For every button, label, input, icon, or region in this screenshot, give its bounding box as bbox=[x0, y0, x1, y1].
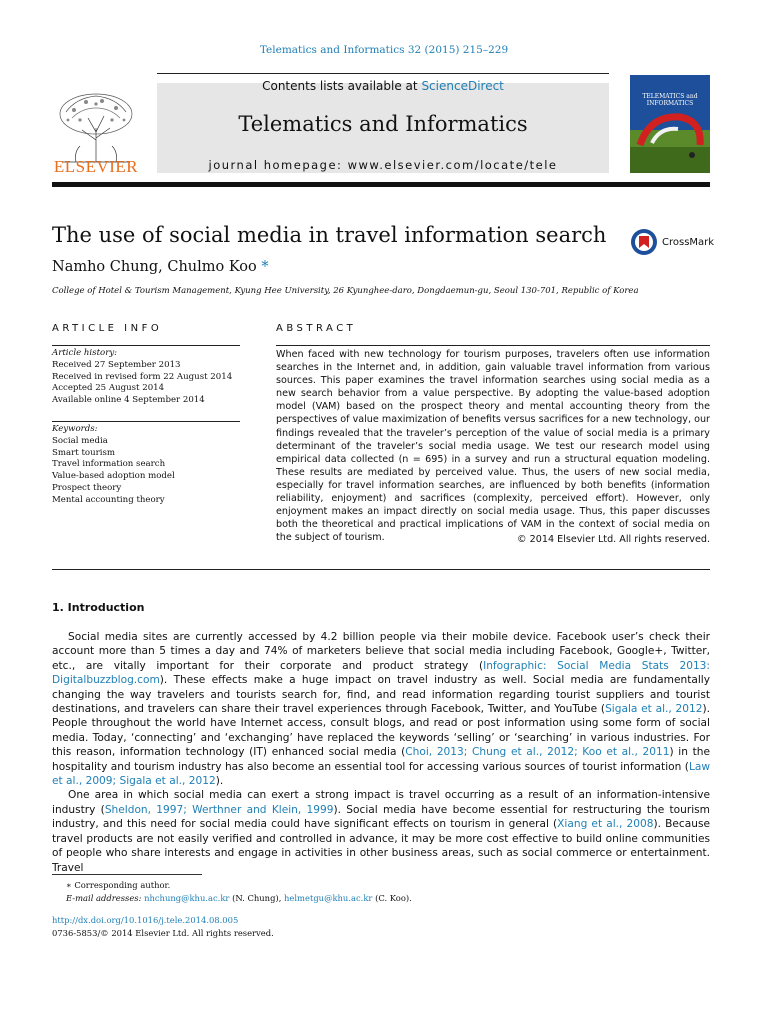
intro-text: ). Social media have become essential for restructuring the tourism industry, and this need for social media could have significant effects on tourism in general ( bbox=[52, 803, 710, 831]
issn-line: 0736-5853/© 2014 Elsevier Ltd. All rights reserved. bbox=[52, 928, 274, 938]
intro-paragraph bbox=[52, 788, 710, 874]
abstract-copyright: © 2014 Elsevier Ltd. All rights reserved. bbox=[516, 534, 710, 545]
intro-text: Social media sites are currently accessed by 4.2 billion people via their mobile device. Facebook user’s check their account more than 5 times a day and 74% of marketers believe that social media including Facebook, Google+, Twitter, etc., are vitally important for their corporate and product strategy ( bbox=[52, 631, 710, 672]
introduction-heading: 1. Introduction bbox=[52, 601, 145, 614]
keyword-item: Smart tourism bbox=[52, 447, 116, 458]
reference-link[interactable]: Sheldon, 1997; Werthner and Klein, 1999 bbox=[104, 803, 334, 816]
intro-text: ). These effects make a huge impact on travel industry as well. Social media are fundamentally changing the way travelers and tourists search for, find, and read information regarding tourist suppliers and tourist destinations, and travelers can share their travel experiences through Facebook, Twitter, and YouTube ( bbox=[52, 674, 710, 716]
cover-title: TELEMATICS and INFORMATICS bbox=[642, 93, 698, 107]
reference-link[interactable]: Choi, 2013; Chung et al., 2012; Koo et al., 2011 bbox=[405, 746, 670, 759]
history-item: Available online 4 September 2014 bbox=[52, 395, 205, 406]
contents-line bbox=[157, 79, 609, 93]
header-top-rule bbox=[157, 73, 609, 74]
reference-link[interactable]: Law et al., 2009; Sigala et al., 2012 bbox=[52, 760, 710, 788]
intro-text: One area in which social media can exert a strong impact is travel occurring as a result of an information-intensive industry ( bbox=[52, 789, 710, 816]
article-title: The use of social media in travel information search bbox=[52, 223, 607, 247]
article-info-rule bbox=[52, 345, 240, 346]
article-authors bbox=[52, 259, 269, 275]
elsevier-wordmark: ELSEVIER bbox=[53, 157, 139, 176]
keyword-item: Travel information search bbox=[52, 459, 166, 470]
abstract-text: When faced with new technology for tourism purposes, travelers often use information searches in the Internet and, in addition, gain valuable travel information from various sources. This paper examines the travel information searches using social media as a new search behavior from a value perspective. By adopting the value-based adoption model (VAM) based on the prospect theory and mental accounting theory from the perspectives of value maximization of benefits versus sacrifices for a new technology, our findings revealed that the traveler’s perception of the value of social media is a primary determinant of the traveler’s social media usage. We test our research model using empirical data collected (n = 695) in a survey and run a structural equation modeling. These results are mediated by perceived value. Thus, the users of new social media, especially for travel information searches, are influenced by both benefits (information reliability, enjoyment) and sacrifices (complexity, perceived effort). However, only enjoyment makes an impact directly on social media usage. Thus, this paper discusses both the theoretical and practical implications of VAM in the context of social media on the subject of tourism. bbox=[276, 349, 710, 544]
abstract-rule bbox=[276, 345, 710, 346]
journal-citation[interactable]: Telematics and Informatics 32 (2015) 215–229 bbox=[259, 44, 509, 56]
email-footnote bbox=[52, 892, 710, 905]
author-affiliation: College of Hotel & Tourism Management, Kyung Hee University, 26 Kyunghee-daro, Dongdaemun-gu, Seoul 130-701, Republic of Korea bbox=[52, 286, 639, 296]
keywords-rule bbox=[52, 421, 240, 422]
footnote-rule bbox=[52, 874, 202, 875]
author-names: Namho Chung, Chulmo Koo bbox=[52, 259, 257, 275]
keywords-list bbox=[52, 424, 240, 507]
email-owner-koo: (C. Koo). bbox=[372, 892, 412, 903]
intro-text: ) in the hospitality and tourism industry has also become an essential tool for accessing various sources of tourist information ( bbox=[52, 746, 710, 773]
article-info-heading: ARTICLE INFO bbox=[52, 323, 163, 334]
journal-name: Telematics and Informatics bbox=[238, 112, 528, 136]
intro-paragraph bbox=[52, 630, 710, 788]
footnotes bbox=[52, 879, 710, 904]
email-owner-chung: (N. Chung), bbox=[229, 892, 285, 903]
article-history bbox=[52, 348, 240, 407]
section-divider bbox=[52, 569, 710, 570]
history-item: Accepted 25 August 2014 bbox=[52, 383, 165, 394]
corresponding-author-mark[interactable]: * bbox=[261, 259, 269, 275]
journal-homepage[interactable]: journal homepage: www.elsevier.com/locate/tele bbox=[208, 158, 558, 172]
corresponding-footnote bbox=[52, 879, 710, 892]
corresponding-text: Corresponding author. bbox=[74, 880, 171, 890]
history-label: Article history: bbox=[52, 348, 118, 358]
journal-cover-thumbnail[interactable] bbox=[630, 75, 710, 173]
email-link-chung[interactable]: nhchung@khu.ac.kr bbox=[144, 892, 230, 903]
sciencedirect-link[interactable]: ScienceDirect bbox=[421, 79, 504, 93]
reference-link[interactable]: Xiang et al., 2008 bbox=[557, 818, 654, 831]
crossmark-label[interactable]: CrossMark bbox=[662, 237, 715, 248]
reference-link[interactable]: Sigala et al., 2012 bbox=[605, 703, 703, 716]
history-item: Received in revised form 22 August 2014 bbox=[52, 371, 233, 382]
history-item: Received 27 September 2013 bbox=[52, 359, 181, 370]
reference-link[interactable]: Infographic: Social Media Stats 2013: Digitalbuzzblog.com bbox=[52, 659, 710, 687]
header-bottom-rule bbox=[52, 182, 710, 187]
email-link-koo[interactable]: helmetgu@khu.ac.kr bbox=[284, 892, 373, 903]
keyword-item: Mental accounting theory bbox=[52, 494, 165, 505]
abstract-heading: ABSTRACT bbox=[276, 323, 357, 334]
keywords-label: Keywords: bbox=[52, 424, 98, 434]
introduction-body bbox=[52, 630, 710, 875]
keyword-item: Value-based adoption model bbox=[52, 471, 175, 482]
intro-text: ). bbox=[215, 775, 224, 788]
intro-text: ). People throughout the world have Internet access, consult blogs, and read or post information using some form of social media. Today, ‘connecting’ and ‘exchanging’ have replaced the keywords ‘selling’ or ‘searching’ in various industries. For this reason, information technology (IT) enhanced social media ( bbox=[52, 703, 710, 759]
contents-prefix: Contents lists available at bbox=[262, 79, 422, 93]
asterisk-mark: ∗ bbox=[66, 880, 75, 890]
doi-link[interactable]: http://dx.doi.org/10.1016/j.tele.2014.08.005 bbox=[52, 915, 239, 925]
keyword-item: Social media bbox=[52, 435, 108, 446]
keyword-item: Prospect theory bbox=[52, 482, 122, 493]
cover-art bbox=[630, 75, 710, 173]
email-label: E-mail addresses: bbox=[66, 892, 142, 903]
intro-text: ). Because travel products are not easily verified and controlled in advance, it may be more cost effective to build online communities of people who share interests and engage in activities in other business areas, such as social commerce or entertainment. Travel bbox=[52, 818, 710, 874]
